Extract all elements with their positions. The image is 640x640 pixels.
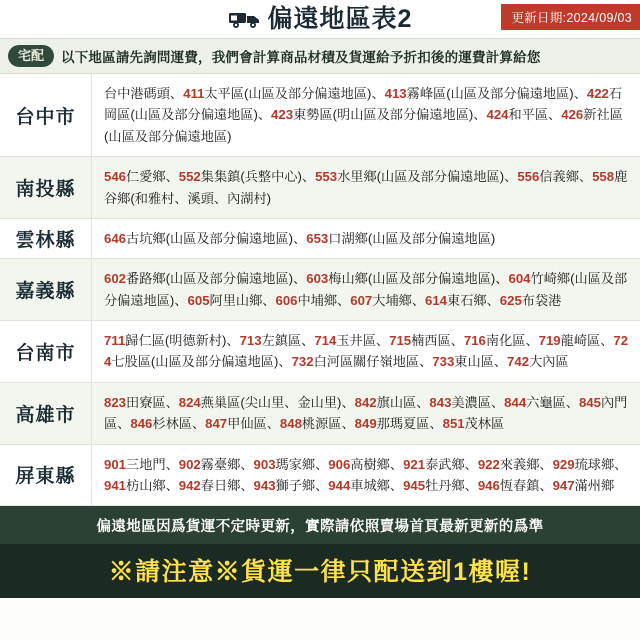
table-row xyxy=(0,157,640,219)
region-label: 高雄市 xyxy=(0,383,92,444)
area-list: 711歸仁區(明德新村)、713左鎮區、714玉井區、715楠西區、716南化區、719龍崎區、724七股區(山區及部分偏遠地區)、732白河區關仔嶺地區、733東山區、742大內區 xyxy=(104,333,629,370)
area-list: 901三地門、902霧臺鄉、903瑪家鄉、906高樹鄉、921泰武鄉、922來義鄉、929琉球鄉、941枋山鄉、942春日鄉、943獅子鄉、944車城鄉、945牡丹鄉、946恆春鎮、947滿州鄉 xyxy=(104,456,628,493)
table-row xyxy=(0,321,640,383)
notice-bar xyxy=(0,38,640,74)
delivery-truck-icon xyxy=(228,9,262,29)
area-list: 602番路鄉(山區及部分偏遠地區)、603梅山鄉(山區及部分偏遠地區)、604竹崎鄉(山區及部分偏遠地區)、605阿里山鄉、606中埔鄉、607大埔鄉、614東石鄉、625布袋港 xyxy=(104,271,628,308)
table-row xyxy=(0,383,640,445)
region-label: 屏東縣 xyxy=(0,445,92,506)
page-title: 偏遠地區表2 xyxy=(267,4,413,33)
footer-alert: ※請注意※貨運一律只配送到1樓喔! xyxy=(0,544,640,598)
region-label: 台南市 xyxy=(0,321,92,382)
region-label: 雲林縣 xyxy=(0,219,92,258)
area-list: 台中港碼頭、411太平區(山區及部分偏遠地區)、413霧峰區(山區及部分偏遠地區)、422石岡區(山區及部分偏遠地區)、423東勢區(明山區及部分偏遠地區)、424和平區、426新社區(山區及部分偏遠地區) xyxy=(104,86,623,144)
area-list: 646古坑鄉(山區及部分偏遠地區)、653口湖鄉(山區及部分偏遠地區) xyxy=(104,230,496,246)
table-row xyxy=(0,259,640,321)
page-header xyxy=(0,0,640,38)
home-delivery-tag: 宅配 xyxy=(8,45,54,67)
table-row xyxy=(0,74,640,157)
notice-text: 以下地區請先詢問運費，我們會計算商品材積及貨運給予折扣後的運費計算給您 xyxy=(61,50,541,65)
area-list: 823田寮區、824燕巢區(尖山里、金山里)、842旗山區、843美濃區、844六龜區、845內門區、846杉林區、847甲仙區、848桃源區、849那瑪夏區、851茂林區 xyxy=(104,394,628,432)
footer-note: 偏遠地區因爲貨運不定時更新，實際請依照賣場首頁最新更新的爲準 xyxy=(0,506,640,544)
region-label: 南投縣 xyxy=(0,157,92,218)
title-group xyxy=(228,4,413,33)
area-table xyxy=(0,74,640,506)
area-list: 546仁愛鄉、552集集鎮(兵整中心)、553水里鄉(山區及部分偏遠地區)、556信義鄉、558鹿谷鄉(和雅村、溪頭、內湖村) xyxy=(104,169,628,206)
table-row xyxy=(0,445,640,507)
region-label: 台中市 xyxy=(0,74,92,156)
update-date-badge: 更新日期:2024/09/03 xyxy=(501,4,640,30)
region-label: 嘉義縣 xyxy=(0,259,92,320)
table-row xyxy=(0,219,640,259)
